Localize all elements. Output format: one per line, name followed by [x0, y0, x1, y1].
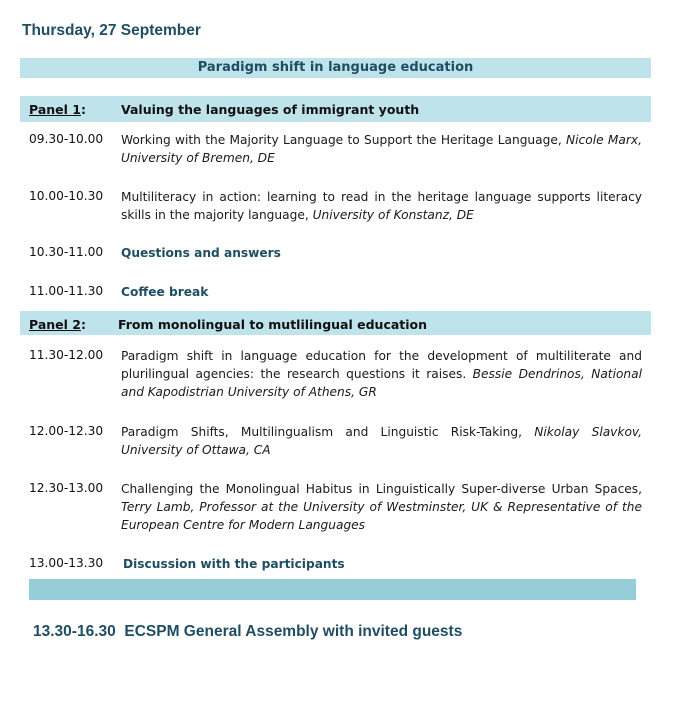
session-author: University of Konstanz, DE: [312, 208, 474, 222]
session-time: 12.00-12.30: [29, 424, 104, 438]
session-description: Discussion with the participants: [123, 557, 345, 571]
session-author: Nikolay Slavkov, University of Ottawa, CA: [121, 425, 642, 457]
general-assembly-heading: 13.30-16.30 ECSPM General Assembly with invited guests: [33, 623, 463, 640]
session-description: Multiliteracy in action: learning to read in the heritage language supports literacy skills in the majority language, University of Konstanz, DE: [121, 190, 642, 222]
panel-2-title: From monolingual to mutlilingual education: [118, 317, 428, 332]
session-time: 09.30-10.00: [29, 132, 104, 146]
panel-1-label: Panel 1:: [29, 102, 86, 117]
session-time: 11.00-11.30: [29, 284, 104, 298]
session-time: 10.00-10.30: [29, 189, 104, 203]
session-author: Bessie Dendrinos, National and Kapodistrian University of Athens, GR: [121, 367, 642, 399]
theme-title: Paradigm shift in language education: [197, 60, 474, 75]
panel-2-label: Panel 2:: [29, 317, 86, 332]
page-date-heading: Thursday, 27 September: [22, 22, 201, 39]
session-time: 12.30-13.00: [29, 481, 104, 495]
session-description: Challenging the Monolingual Habitus in Linguistically Super-diverse Urban Spaces, Terry Lamb, Professor at the University of Westminster, UK & Representative of the European Centre for Modern Languages: [121, 482, 642, 532]
session-description: Paradigm Shifts, Multilingualism and Linguistic Risk-Taking, Nikolay Slavkov, University of Ottawa, CA: [121, 425, 642, 457]
session-time: 13.00-13.30: [29, 556, 104, 570]
session-description: Working with the Majority Language to Support the Heritage Language, Nicole Marx, University of Bremen, DE: [121, 133, 642, 165]
session-author: Terry Lamb, Professor at the University of Westminster, UK & Representative of the European Centre for Modern Languages: [121, 500, 642, 532]
panel-1-title: Valuing the languages of immigrant youth: [121, 102, 420, 117]
session-author: Nicole Marx, University of Bremen, DE: [121, 133, 642, 165]
session-description: Paradigm shift in language education for the development of multiliterate and plurilingual agencies: the research questions it raises. Bessie Dendrinos, National and Kapodistrian University of Athens, GR: [121, 349, 642, 399]
session-description: Questions and answers: [121, 246, 281, 260]
session-time: 10.30-11.00: [29, 245, 104, 259]
session-time: 11.30-12.00: [29, 348, 104, 362]
divider-band: [29, 579, 636, 600]
session-description: Coffee break: [121, 285, 209, 299]
